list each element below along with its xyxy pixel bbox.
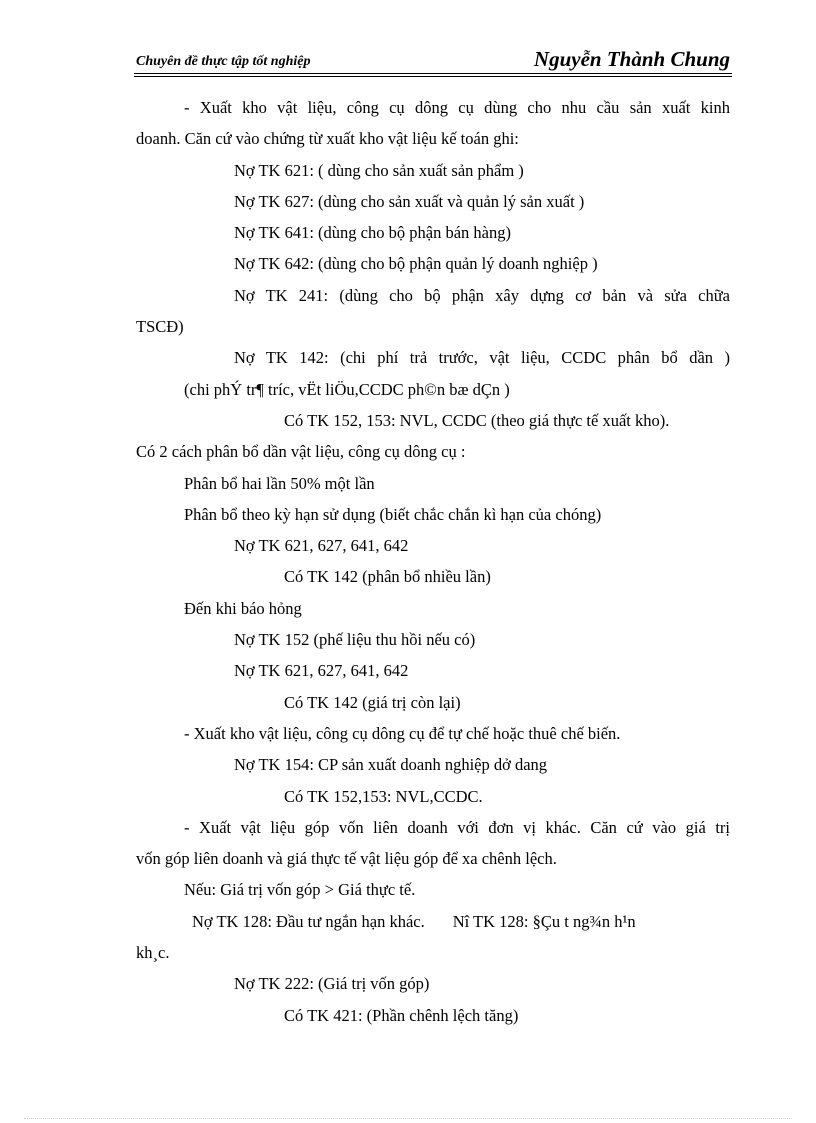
entry-line: Nợ TK 152 (phế liệu thu hồi nếu có) bbox=[234, 630, 476, 650]
entry-line: Nợ TK 222: (Giá trị vốn góp) bbox=[234, 974, 430, 994]
paragraph-line: doanh. Căn cứ vào chứng từ xuất kho vật liệu kế toán ghi: bbox=[136, 129, 519, 149]
page-header bbox=[134, 44, 732, 74]
paragraph-line: Có 2 cách phân bổ dần vật liệu, công cụ dông cụ : bbox=[136, 442, 466, 462]
entry-line: Nợ TK 621, 627, 641, 642 bbox=[234, 536, 409, 556]
entry-line: Nợ TK 142: (chi phí trả trước, vật liệu, CCDC phân bổ dần ) bbox=[234, 348, 730, 368]
entry-line: Có TK 142 (phân bổ nhiều lần) bbox=[284, 567, 491, 587]
entry-line: Có TK 152, 153: NVL, CCDC (theo giá thực tế xuất kho). bbox=[284, 410, 670, 430]
entry-line: Có TK 142 (giá trị còn lại) bbox=[284, 692, 461, 712]
paragraph-line: - Xuất kho vật liệu, công cụ dông cụ để tự chế hoặc thuê chế biến. bbox=[184, 723, 621, 743]
entry-line: Có TK 421: (Phần chênh lệch tăng) bbox=[284, 1005, 519, 1025]
paragraph-line: - Xuất vật liệu góp vốn liên doanh với đơn vị khác. Căn cứ vào giá trị bbox=[184, 817, 730, 837]
paragraph-line: vốn góp liên doanh và giá thực tế vật liệu góp để xa chênh lệch. bbox=[136, 849, 557, 869]
garbled-text-line: (chi phÝ tr¶ tríc, vËt liÖu,CCDC ph©n bæ dÇn ) bbox=[184, 379, 510, 399]
entry-line: Nợ TK 241: (dùng cho bộ phận xây dựng cơ bản và sửa chữa bbox=[234, 285, 730, 305]
entry-line: Nợ TK 621, 627, 641, 642 bbox=[234, 661, 409, 681]
paragraph-line: Phân bổ hai lần 50% một lần bbox=[184, 473, 375, 493]
paragraph-line: Đến khi báo hỏng bbox=[184, 598, 302, 618]
header-divider-secondary bbox=[134, 76, 732, 77]
entry-line-continued: TSCĐ) bbox=[136, 317, 184, 337]
paragraph-line: Nếu: Giá trị vốn góp > Giá thực tế. bbox=[184, 880, 416, 900]
header-author-name: Nguyễn Thành Chung bbox=[533, 47, 730, 71]
paragraph-line: Phân bổ theo kỳ hạn sử dụng (biết chắc chắn kì hạn của chóng) bbox=[184, 504, 602, 524]
entry-line: Nợ TK 154: CP sản xuất doanh nghiệp dở dang bbox=[234, 755, 548, 775]
paragraph-line: - Xuất kho vật liệu, công cụ dông cụ dùng cho nhu cầu sản xuất kinh bbox=[184, 98, 730, 117]
header-divider bbox=[134, 73, 732, 74]
entry-line: Nợ TK 641: (dùng cho bộ phận bán hàng) bbox=[234, 223, 511, 243]
entry-line: Nợ TK 627: (dùng cho sản xuất và quản lý sản xuất ) bbox=[234, 191, 585, 211]
garbled-text-continued: kh¸c. bbox=[136, 943, 170, 963]
header-document-title: Chuyên đề thực tập tốt nghiệp bbox=[136, 54, 311, 69]
entry-line: Có TK 152,153: NVL,CCDC. bbox=[284, 786, 483, 806]
page-bottom-border bbox=[24, 1118, 792, 1119]
entry-line-part: Nợ TK 128: Đầu tư ngắn hạn khác. bbox=[192, 911, 425, 931]
garbled-text-fragment: Nî TK 128: §Çu t ng¾n h¹n bbox=[452, 911, 636, 931]
entry-line bbox=[136, 906, 730, 937]
entry-line: Nợ TK 621: ( dùng cho sản xuất sản phẩm ) bbox=[234, 160, 524, 180]
entry-line: Nợ TK 642: (dùng cho bộ phận quản lý doanh nghiệp ) bbox=[234, 254, 598, 274]
document-body bbox=[136, 92, 730, 1031]
